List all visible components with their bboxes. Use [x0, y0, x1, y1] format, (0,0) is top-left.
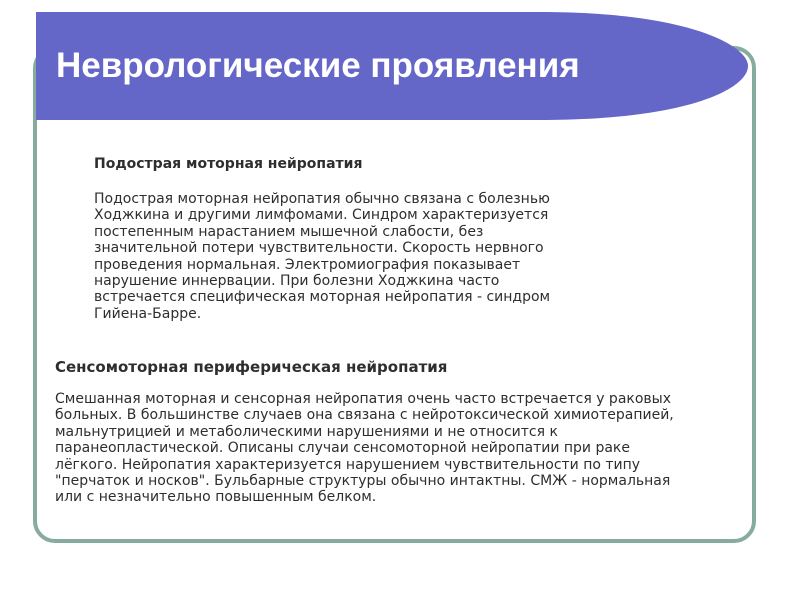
section-body-sensorimotor-neuropathy: Смешанная моторная и сенсорная нейропатия очень часто встречается у раковых больных. В большинстве случаев она связана с нейротоксической химиотерапией, мальнутрицией и метаболическими нарушениями и не относится к паранеопластической. Описаны случаи сенсомоторной нейропатии при раке лёгкого. Нейропатия характеризуется нарушением чувствительности по типу "перчаток и носков". Бульбарные структуры обычно интактны. СМЖ - нормальная или с незначительно повышенным белком.	[55, 391, 674, 506]
slide-title: Неврологические проявления	[56, 46, 580, 85]
section-heading-sensorimotor-neuropathy: Сенсомоторная периферическая нейропатия	[55, 358, 448, 376]
section-body-motor-neuropathy: Подострая моторная нейропатия обычно связана с болезнью Ходжкина и другими лимфомами. Синдром характеризуется постепенным нарастанием мышечной слабости, без значительной потери чувствительности. Скорость нервного проведения нормальная. Электромиография показывает нарушение иннервации. При болезни Ходжкина часто встречается специфическая моторная нейропатия - синдром Гийена-Барре.	[94, 191, 551, 322]
section-heading-motor-neuropathy: Подострая моторная нейропатия	[94, 156, 363, 172]
